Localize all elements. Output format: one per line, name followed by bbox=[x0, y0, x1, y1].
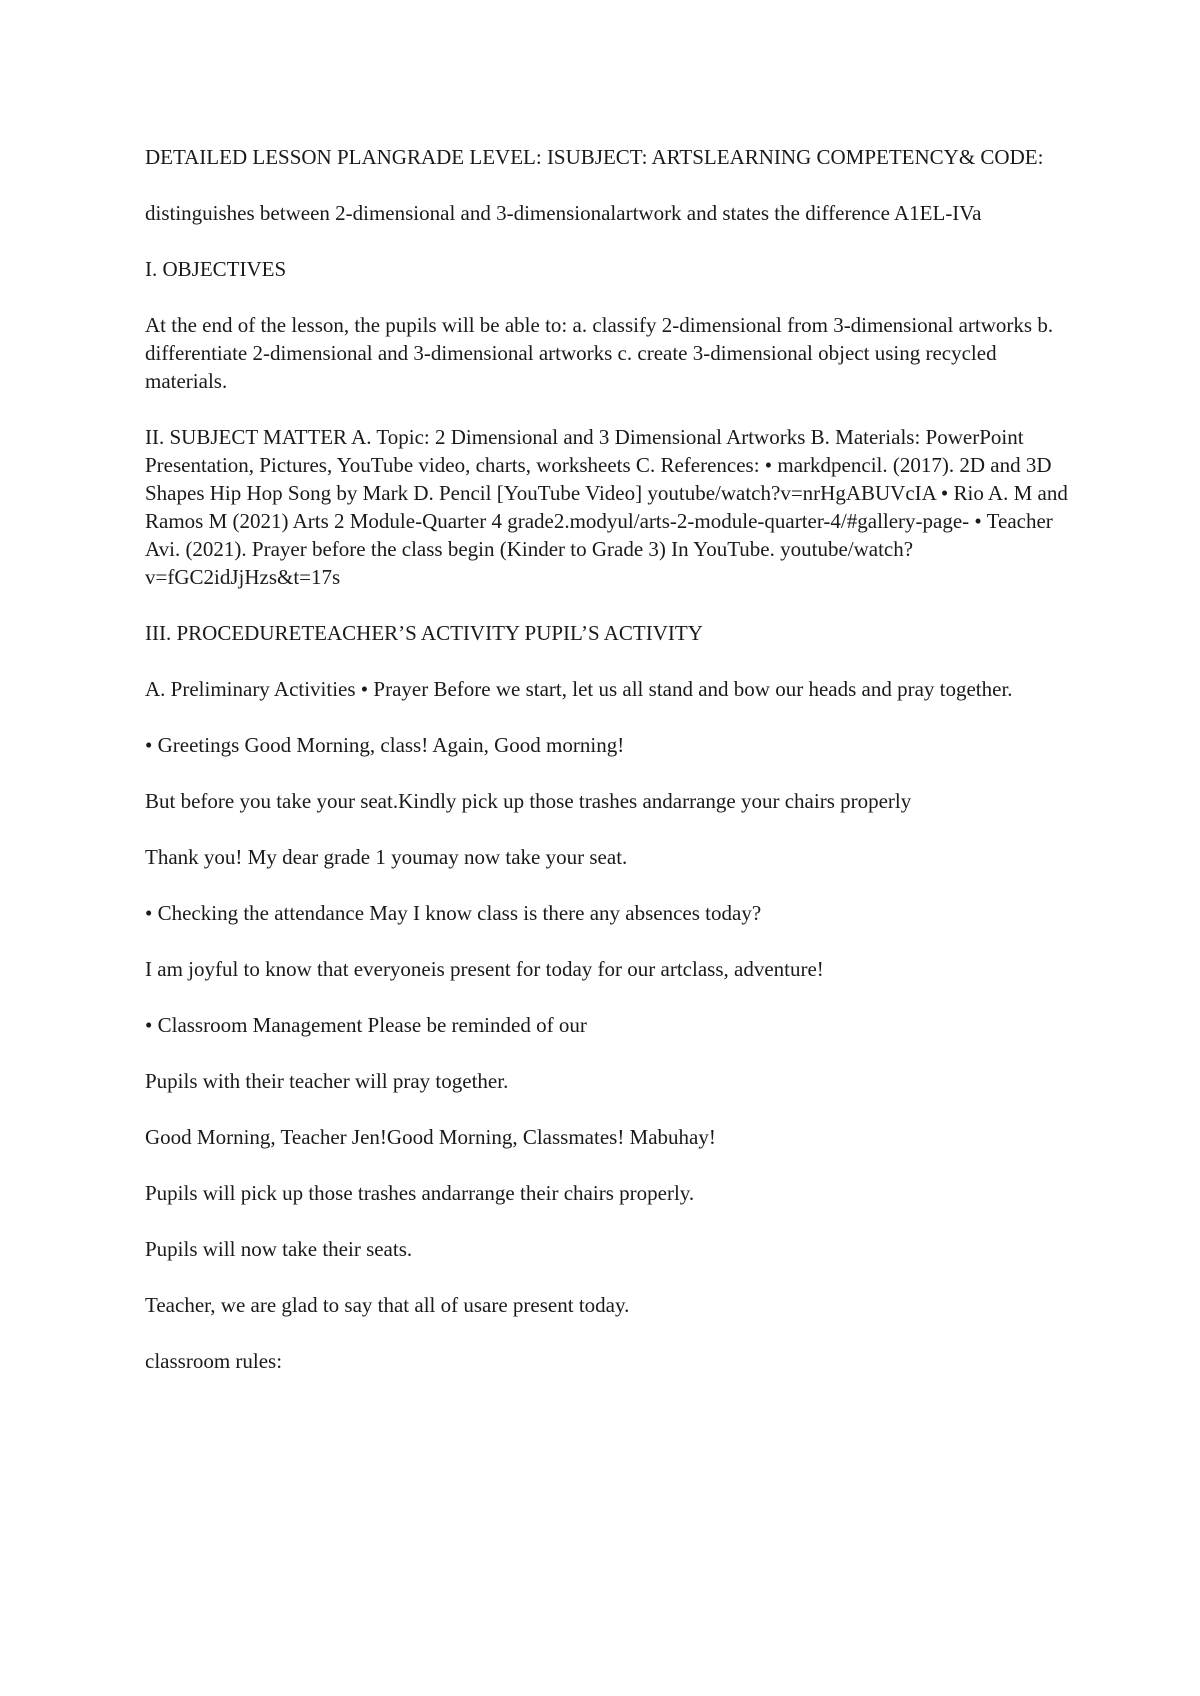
preliminary-activities: A. Preliminary Activities • Prayer Before we start, let us all stand and bow our heads and pray together. bbox=[145, 677, 1013, 701]
objectives-text: At the end of the lesson, the pupils will be able to: a. classify 2-dimensional from 3-dimensional artworks b. differentiate 2-dimensional and 3-dimensional artworks c. create 3-dimensional object using recycled materials. bbox=[145, 313, 1054, 393]
document-page bbox=[145, 143, 1075, 1403]
attendance: • Checking the attendance May I know class is there any absences today? bbox=[145, 901, 762, 925]
pupils-seats: Pupils will now take their seats. bbox=[145, 1237, 413, 1261]
classroom-rules: classroom rules: bbox=[145, 1349, 283, 1373]
greetings: • Greetings Good Morning, class! Again, Good morning! bbox=[145, 733, 625, 757]
pupils-present: Teacher, we are glad to say that all of usare present today. bbox=[145, 1293, 630, 1317]
procedure-heading: III. PROCEDURETEACHER’S ACTIVITY PUPIL’S ACTIVITY bbox=[145, 621, 703, 645]
objectives-heading: I. OBJECTIVES bbox=[145, 257, 287, 281]
pupils-greet: Good Morning, Teacher Jen!Good Morning, Classmates! Mabuhay! bbox=[145, 1125, 716, 1149]
learning-competency: distinguishes between 2-dimensional and 3-dimensionalartwork and states the difference A1EL-IVa bbox=[145, 201, 982, 225]
seat-request: But before you take your seat.Kindly pick up those trashes andarrange your chairs properly bbox=[145, 789, 912, 813]
document-header: DETAILED LESSON PLANGRADE LEVEL: ISUBJECT: ARTSLEARNING COMPETENCY& CODE: bbox=[145, 145, 1044, 169]
pupils-pickup: Pupils will pick up those trashes andarrange their chairs properly. bbox=[145, 1181, 695, 1205]
subject-matter: II. SUBJECT MATTER A. Topic: 2 Dimensional and 3 Dimensional Artworks B. Materials: PowerPoint Presentation, Pictures, YouTube video, charts, worksheets C. References: • markdpencil. (2017). 2D and 3D Shapes Hip Hop Song by Mark D. Pencil [YouTube Video] youtube/watch?v=nrHgABUVcIA • Rio A. M and Ramos M (2021) Arts 2 Module-Quarter 4 grade2.modyul/arts-2-module-quarter-4/#gallery-page- • Teacher Avi. (2021). Prayer before the class begin (Kinder to Grade 3) In YouTube. youtube/watch?v=fGC2idJjHzs&t=17s bbox=[145, 425, 1068, 589]
thank-you: Thank you! My dear grade 1 youmay now take your seat. bbox=[145, 845, 628, 869]
classroom-management: • Classroom Management Please be reminded of our bbox=[145, 1013, 587, 1037]
joyful-statement: I am joyful to know that everyoneis present for today for our artclass, adventure! bbox=[145, 957, 824, 981]
pupils-pray: Pupils with their teacher will pray together. bbox=[145, 1069, 509, 1093]
